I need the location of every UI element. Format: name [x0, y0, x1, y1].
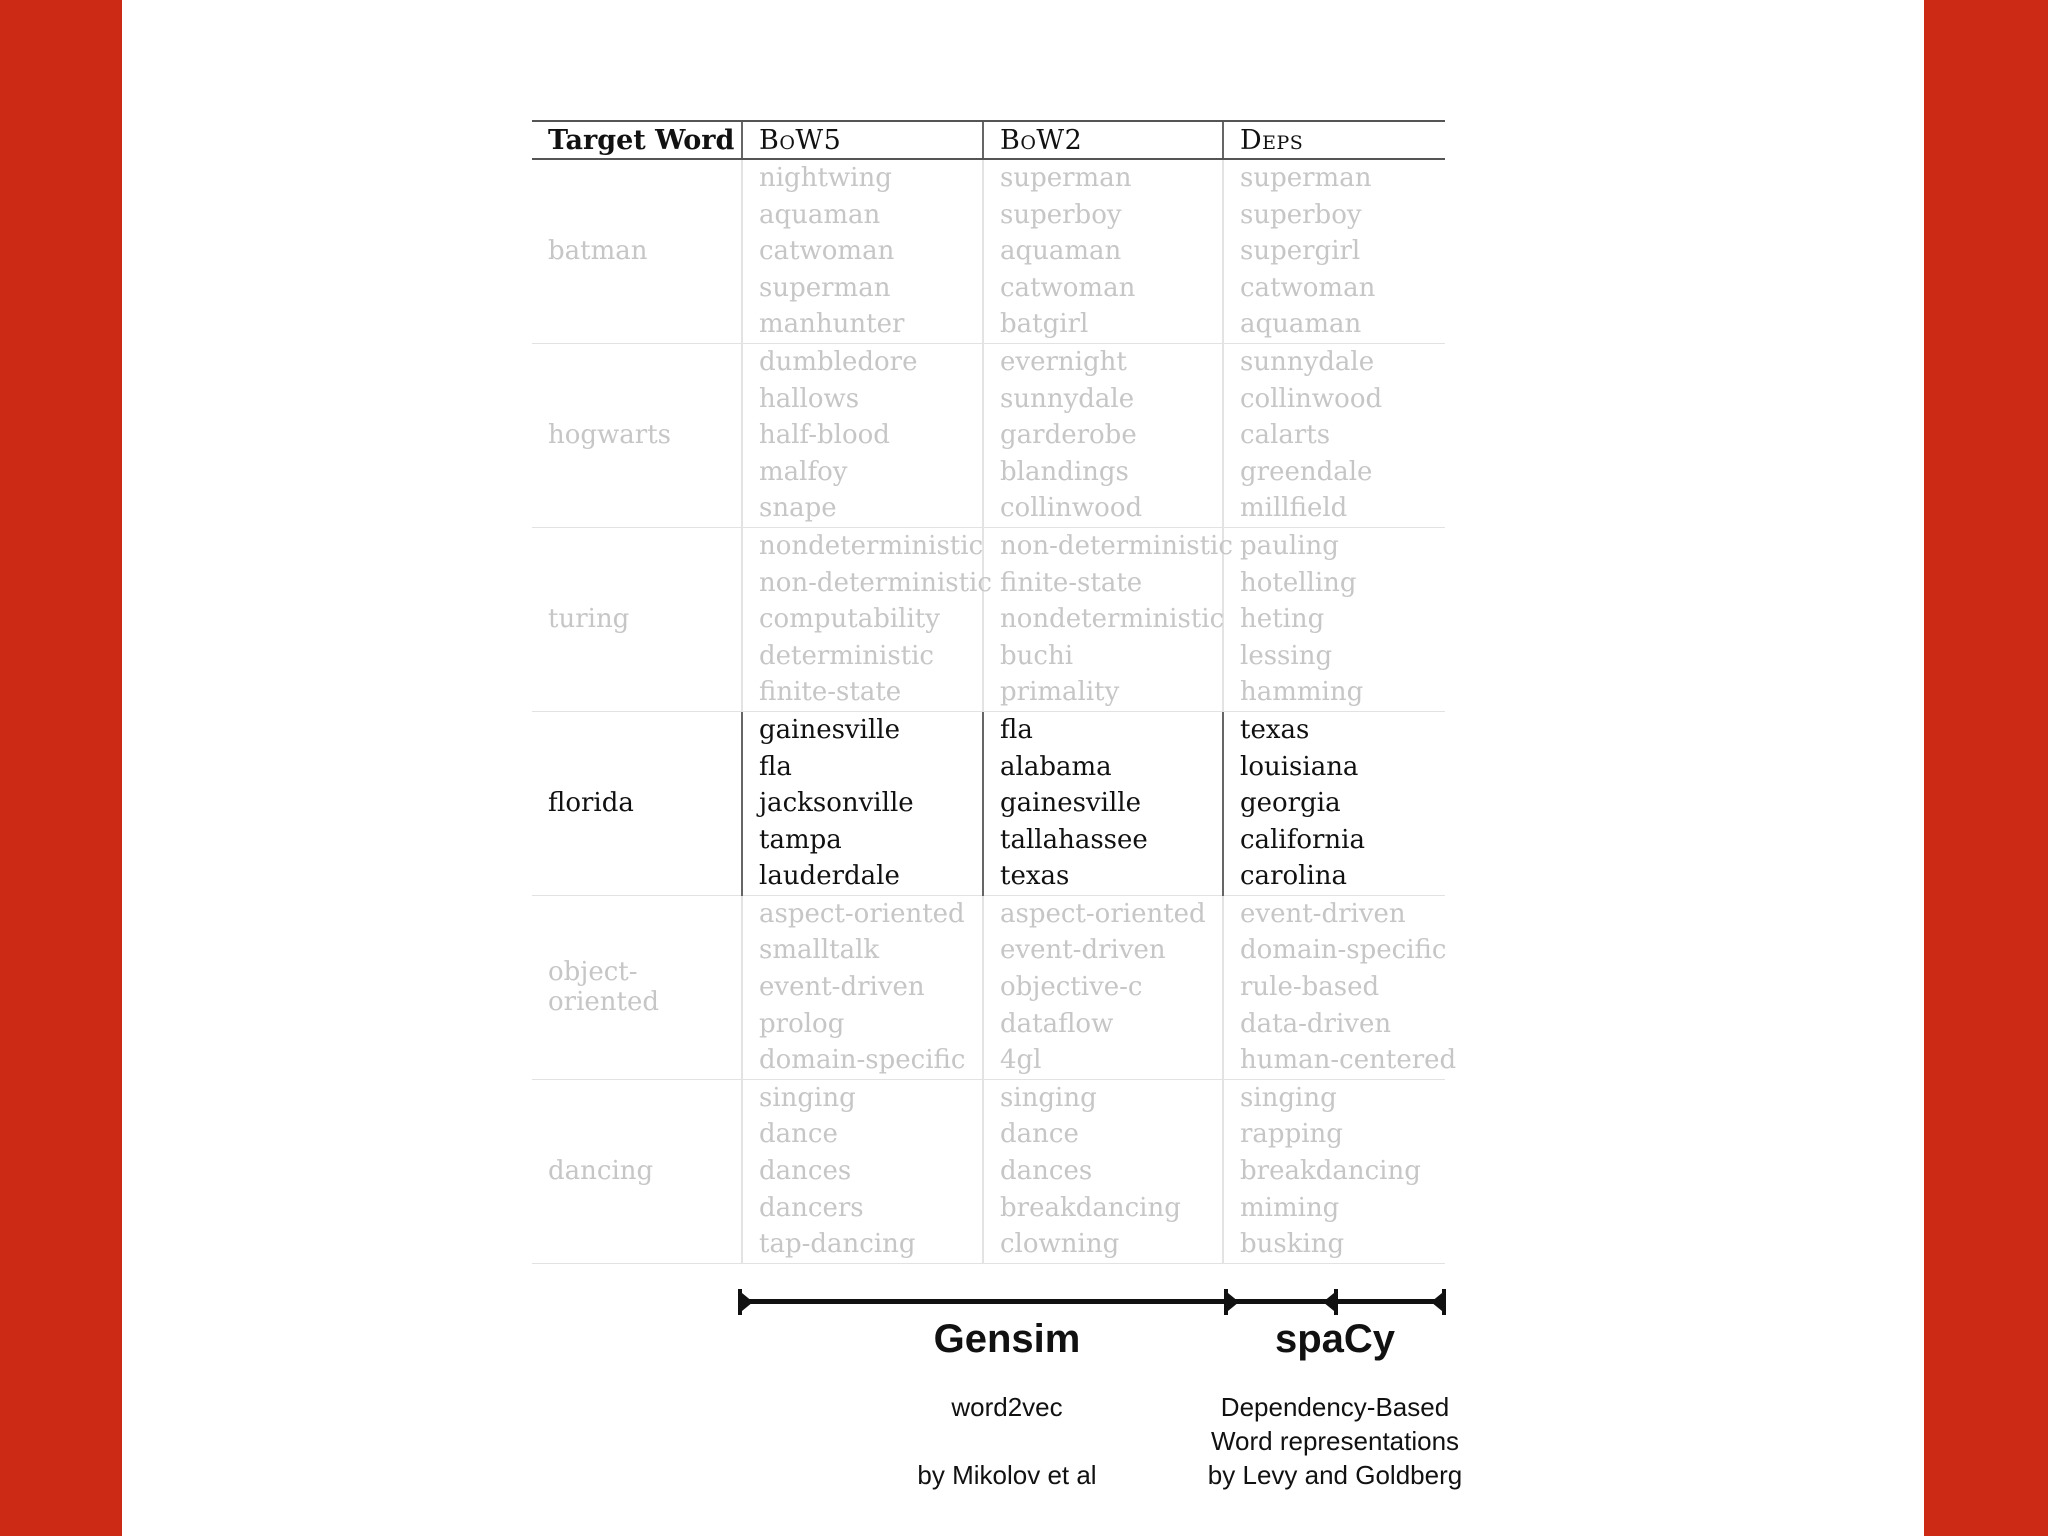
similar-word: miming [1240, 1192, 1340, 1223]
bow5-cell [742, 343, 983, 527]
similar-word: sunnydale [1000, 383, 1135, 414]
similar-word: smalltalk [759, 935, 880, 966]
deps-word-list [1240, 344, 1445, 527]
similar-word: event-driven [1000, 935, 1166, 966]
similar-word: rapping [1240, 1119, 1343, 1150]
header-bow5: BoW5 [742, 121, 983, 159]
table-row [532, 343, 1445, 527]
comparison-table [532, 120, 1457, 1264]
bow5-word-list [759, 160, 982, 343]
similar-word: half-blood [759, 420, 890, 451]
header-bow2: BoW2 [983, 121, 1223, 159]
table-header-row [532, 121, 1445, 159]
deps-cell [1223, 895, 1457, 1079]
deps-cell [1223, 343, 1445, 527]
similar-word: nondeterministic [1000, 604, 1225, 635]
similar-word: fla [759, 751, 792, 782]
similar-word: rule-based [1240, 972, 1380, 1003]
similar-word: aquaman [1240, 309, 1362, 340]
target-word-cell: batman [532, 159, 742, 343]
bow5-cell [742, 527, 992, 711]
header-target-word: Target Word [532, 121, 742, 159]
similar-word: sunnydale [1240, 346, 1375, 377]
gensim-subtitle: word2vec [951, 1392, 1063, 1422]
slide [122, 0, 1924, 1536]
similar-word: nondeterministic [759, 530, 984, 561]
similar-word: clowning [1000, 1229, 1120, 1260]
spacy-bracket-right-tick [1442, 1289, 1446, 1315]
gensim-credit: by Mikolov et al [917, 1460, 1097, 1490]
similar-word: lauderdale [759, 861, 900, 892]
similar-word: alabama [1000, 751, 1112, 782]
bow2-cell [983, 159, 1223, 343]
similar-word: objective-c [1000, 972, 1143, 1003]
similar-word: dances [759, 1156, 852, 1187]
similar-word: superman [759, 272, 891, 303]
similar-word: finite-state [759, 677, 902, 708]
table-row [532, 1079, 1445, 1263]
similar-word: primality [1000, 677, 1120, 708]
spacy-bracket-right-arrow [1431, 1293, 1442, 1311]
similar-word: tallahassee [1000, 824, 1148, 855]
spacy-title: spaCy [1274, 1317, 1396, 1361]
similar-word: tap-dancing [759, 1229, 916, 1260]
target-word-cell: turing [532, 527, 742, 711]
similar-word: nightwing [759, 163, 892, 193]
similar-word: millfield [1240, 493, 1348, 524]
similar-word: california [1240, 824, 1365, 855]
similar-word: manhunter [759, 309, 905, 340]
similar-word: georgia [1240, 788, 1341, 819]
gensim-title: Gensim [933, 1317, 1081, 1361]
table-row [532, 895, 1445, 1079]
spacy-line-3: by Levy and Goldberg [1207, 1460, 1463, 1490]
deps-word-list [1240, 160, 1445, 343]
similar-word: lessing [1240, 640, 1333, 671]
similar-word: 4gl [1000, 1045, 1042, 1076]
target-word-cell: dancing [532, 1079, 742, 1263]
bow2-word-list [1000, 528, 1233, 711]
similar-word: finite-state [1000, 567, 1143, 598]
similar-word: prolog [759, 1008, 845, 1039]
similar-word: singing [1000, 1082, 1097, 1113]
bow5-word-list [759, 712, 982, 895]
similar-word: superman [1000, 163, 1132, 193]
similar-word: catwoman [1000, 272, 1136, 303]
similar-word: superman [1240, 163, 1372, 193]
similar-word: event-driven [759, 972, 925, 1003]
spacy-bracket [1224, 1287, 1446, 1317]
similar-word: collinwood [1240, 383, 1383, 414]
similar-word: hamming [1240, 677, 1364, 708]
similar-word: collinwood [1000, 493, 1143, 524]
similar-word: aquaman [759, 199, 881, 230]
deps-word-list [1240, 896, 1457, 1079]
similar-word: buchi [1000, 640, 1074, 671]
similar-word: jacksonville [759, 788, 914, 819]
similar-word: non-deterministic [759, 567, 992, 598]
similar-word: dancers [759, 1192, 864, 1223]
similar-word: dumbledore [759, 346, 918, 377]
bow2-cell [983, 711, 1223, 895]
similar-word: superboy [1240, 199, 1362, 230]
similar-word: garderobe [1000, 420, 1137, 451]
similar-word: louisiana [1240, 751, 1359, 782]
similar-word: malfoy [759, 456, 848, 487]
similar-word: event-driven [1240, 898, 1406, 929]
similar-word: dance [759, 1119, 838, 1150]
similar-word: batgirl [1000, 309, 1089, 340]
similar-word: pauling [1240, 530, 1339, 561]
bow2-cell [983, 527, 1233, 711]
spacy-line-1: Dependency-Based [1220, 1392, 1450, 1422]
gensim-label [857, 1317, 1157, 1492]
bow2-cell [983, 895, 1223, 1079]
bow2-word-list [1000, 344, 1222, 527]
similar-word: non-deterministic [1000, 530, 1233, 561]
similar-word: singing [1240, 1082, 1337, 1113]
similar-word: calarts [1240, 420, 1331, 451]
header-deps: Deps [1223, 121, 1445, 159]
similar-word: breakdancing [1000, 1192, 1181, 1223]
similar-word: superboy [1000, 199, 1122, 230]
deps-word-list [1240, 712, 1445, 895]
similar-word: snape [759, 493, 837, 524]
similar-word: data-driven [1240, 1008, 1392, 1039]
deps-cell [1223, 1079, 1445, 1263]
similar-word: hotelling [1240, 567, 1357, 598]
similar-word: gainesville [759, 714, 900, 745]
bow5-cell [742, 1079, 983, 1263]
similar-word: greendale [1240, 456, 1373, 487]
bow5-word-list [759, 1080, 982, 1263]
similar-word: evernight [1000, 346, 1127, 377]
similar-word: fla [1000, 714, 1033, 745]
similar-word: texas [1000, 861, 1070, 892]
similar-word: dataflow [1000, 1008, 1114, 1039]
bow5-cell [742, 711, 983, 895]
similar-word: aspect-oriented [759, 898, 965, 929]
bow5-cell [742, 895, 983, 1079]
similar-word: supergirl [1240, 236, 1361, 267]
bow2-word-list [1000, 712, 1222, 895]
spacy-label [1195, 1317, 1475, 1492]
bow2-cell [983, 343, 1223, 527]
similar-word: gainesville [1000, 788, 1141, 819]
deps-word-list [1240, 1080, 1445, 1263]
deps-cell [1223, 159, 1445, 343]
similar-word: heting [1240, 604, 1325, 635]
similar-word: aspect-oriented [1000, 898, 1206, 929]
similar-word: hallows [759, 383, 860, 414]
similar-word: catwoman [1240, 272, 1376, 303]
similar-word: computability [759, 604, 940, 635]
similar-word: dance [1000, 1119, 1079, 1150]
similar-word: dances [1000, 1156, 1093, 1187]
table-row [532, 711, 1445, 895]
bow2-word-list [1000, 160, 1222, 343]
target-word-cell: object-oriented [532, 895, 742, 1079]
deps-word-list [1240, 528, 1445, 711]
similar-word: breakdancing [1240, 1156, 1421, 1187]
gensim-bracket-left-arrow [742, 1293, 753, 1311]
similar-word: aquaman [1000, 236, 1122, 267]
bow2-cell [983, 1079, 1223, 1263]
bow5-word-list [759, 896, 982, 1079]
target-word-cell: florida [532, 711, 742, 895]
word-similarity-table [532, 120, 1457, 1264]
bow5-cell [742, 159, 983, 343]
spacy-bracket-line [1224, 1299, 1446, 1304]
deps-cell [1223, 711, 1445, 895]
similar-word: busking [1240, 1229, 1345, 1260]
table-row [532, 159, 1445, 343]
spacy-line-2: Word representations [1210, 1426, 1460, 1456]
bow5-word-list [759, 344, 982, 527]
similar-word: carolina [1240, 861, 1348, 892]
table-row [532, 527, 1445, 711]
similar-word: tampa [759, 824, 842, 855]
similar-word: blandings [1000, 456, 1129, 487]
similar-word: texas [1240, 714, 1310, 745]
bow5-word-list [759, 528, 992, 711]
similar-word: catwoman [759, 236, 895, 267]
spacy-bracket-left-arrow [1228, 1293, 1239, 1311]
table-body [532, 159, 1457, 1263]
similar-word: deterministic [759, 640, 934, 671]
similar-word: human-centered [1240, 1045, 1457, 1076]
similar-word: domain-specific [759, 1045, 966, 1076]
similar-word: singing [759, 1082, 856, 1113]
bow2-word-list [1000, 896, 1222, 1079]
target-word-cell: hogwarts [532, 343, 742, 527]
bow2-word-list [1000, 1080, 1222, 1263]
similar-word: domain-specific [1240, 935, 1447, 966]
deps-cell [1223, 527, 1445, 711]
